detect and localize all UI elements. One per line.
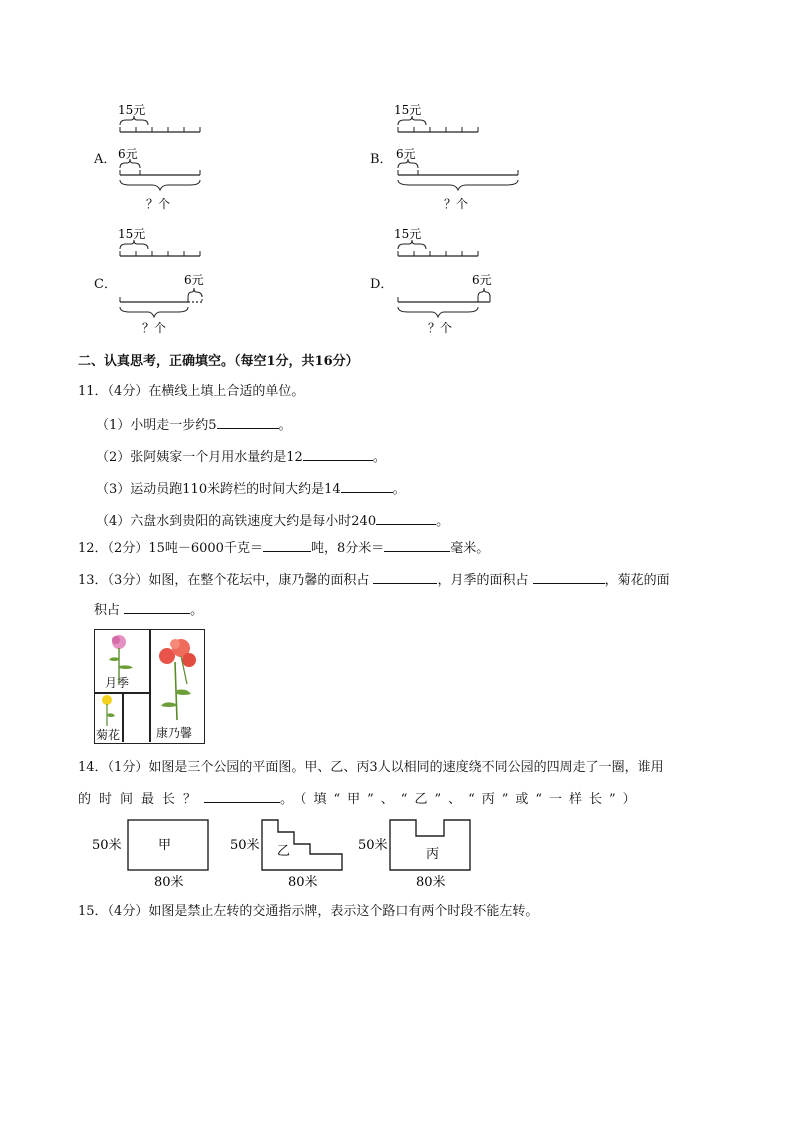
- q11-item-1: （1）小明走一步约5 。: [96, 418, 292, 433]
- park-bing-name: 丙: [426, 847, 440, 862]
- q11-blank-4[interactable]: [376, 512, 436, 525]
- park-bing-width: 80米: [416, 875, 446, 890]
- q12-blank-1[interactable]: [263, 539, 311, 552]
- option-c-letter[interactable]: C．: [94, 277, 117, 292]
- carnation-label: 康乃馨: [156, 726, 193, 740]
- option-d-letter[interactable]: D．: [370, 277, 394, 292]
- option-a-top-label: 15元: [118, 103, 146, 117]
- park-yi-name: 乙: [277, 844, 291, 859]
- section-title: 二、认真思考，正确填空。（每空1分，共16分）: [78, 354, 359, 369]
- q11-blank-2[interactable]: [303, 448, 373, 461]
- chrysanthemum-label: 菊花: [96, 728, 121, 742]
- park-yi-figure: [228, 818, 353, 890]
- option-d-mid-label: 6元: [472, 273, 492, 287]
- option-a-diagram: [112, 98, 212, 216]
- park-yi-width: 80米: [288, 875, 318, 890]
- option-d-bottom-label: ？个: [428, 321, 453, 335]
- q11-item-3: （3）运动员跑110米跨栏的时间大约是14 。: [96, 482, 406, 497]
- option-d-top-label: 15元: [394, 227, 422, 241]
- option-c-top-label: 15元: [118, 227, 146, 241]
- park-bing-height: 50米: [358, 838, 388, 853]
- q11-item-4: （4）六盘水到贵阳的高铁速度大约是每小时240 。: [96, 514, 450, 529]
- park-yi-height: 50米: [230, 838, 260, 853]
- option-b-mid-label: 6元: [396, 147, 416, 161]
- option-b-bottom-label: ？个: [444, 197, 469, 211]
- q13-blank-2[interactable]: [533, 571, 605, 584]
- q14-line-1: 14．（1分）如图是三个公园的平面图。甲、乙、丙3人以相同的速度绕不同公园的四周走了一圈，谁用: [78, 760, 664, 775]
- option-a-mid-label: 6元: [118, 147, 138, 161]
- option-b-top-label: 15元: [394, 103, 422, 117]
- q11-blank-3[interactable]: [341, 480, 393, 493]
- rose-label: 月季: [105, 676, 130, 690]
- park-jia-height: 50米: [92, 838, 122, 853]
- chrysanthemum-icon: [97, 694, 119, 728]
- q13-blank-1[interactable]: [373, 571, 437, 584]
- park-jia-figure: [90, 818, 215, 890]
- q11-blank-1[interactable]: [217, 416, 279, 429]
- park-jia-name: 甲: [158, 838, 172, 853]
- q13-line-2: 积占 。: [94, 603, 204, 618]
- option-b-diagram: [390, 98, 522, 216]
- option-c-bottom-label: ？个: [142, 321, 167, 335]
- q14-blank[interactable]: [204, 790, 280, 803]
- option-a-letter[interactable]: A．: [94, 152, 117, 167]
- q11-stem: 11．（4分）在横线上填上合适的单位。: [78, 384, 305, 399]
- q15: 15．（4分）如图是禁止左转的交通指示牌，表示这个路口有两个时段不能左转。: [78, 904, 539, 919]
- flower-bed-figure: [94, 629, 205, 744]
- option-c-diagram: [112, 222, 212, 340]
- q13-line-1: 13．（3分）如图，在整个花坛中，康乃馨的面积占 ，月季的面积占 ，菊花的面: [78, 573, 670, 588]
- option-a-bottom-label: ？个: [146, 197, 171, 211]
- q12: 12．（2分）15吨－6000千克＝ 吨，8分米＝ 毫米。: [78, 541, 490, 556]
- park-bing-figure: [356, 818, 481, 890]
- q12-blank-2[interactable]: [384, 539, 450, 552]
- option-c-mid-label: 6元: [184, 273, 204, 287]
- option-b-letter[interactable]: B．: [370, 152, 393, 167]
- carnation-icon: [151, 634, 203, 724]
- q14-line-2: 的时间最长？ 。（填“甲”、“乙”、“丙”或“一样长”）: [78, 792, 643, 807]
- q11-item-2: （2）张阿姨家一个月用水量约是12 。: [96, 450, 386, 465]
- q13-blank-3[interactable]: [124, 601, 190, 614]
- option-d-diagram: [390, 222, 500, 340]
- park-jia-width: 80米: [154, 875, 184, 890]
